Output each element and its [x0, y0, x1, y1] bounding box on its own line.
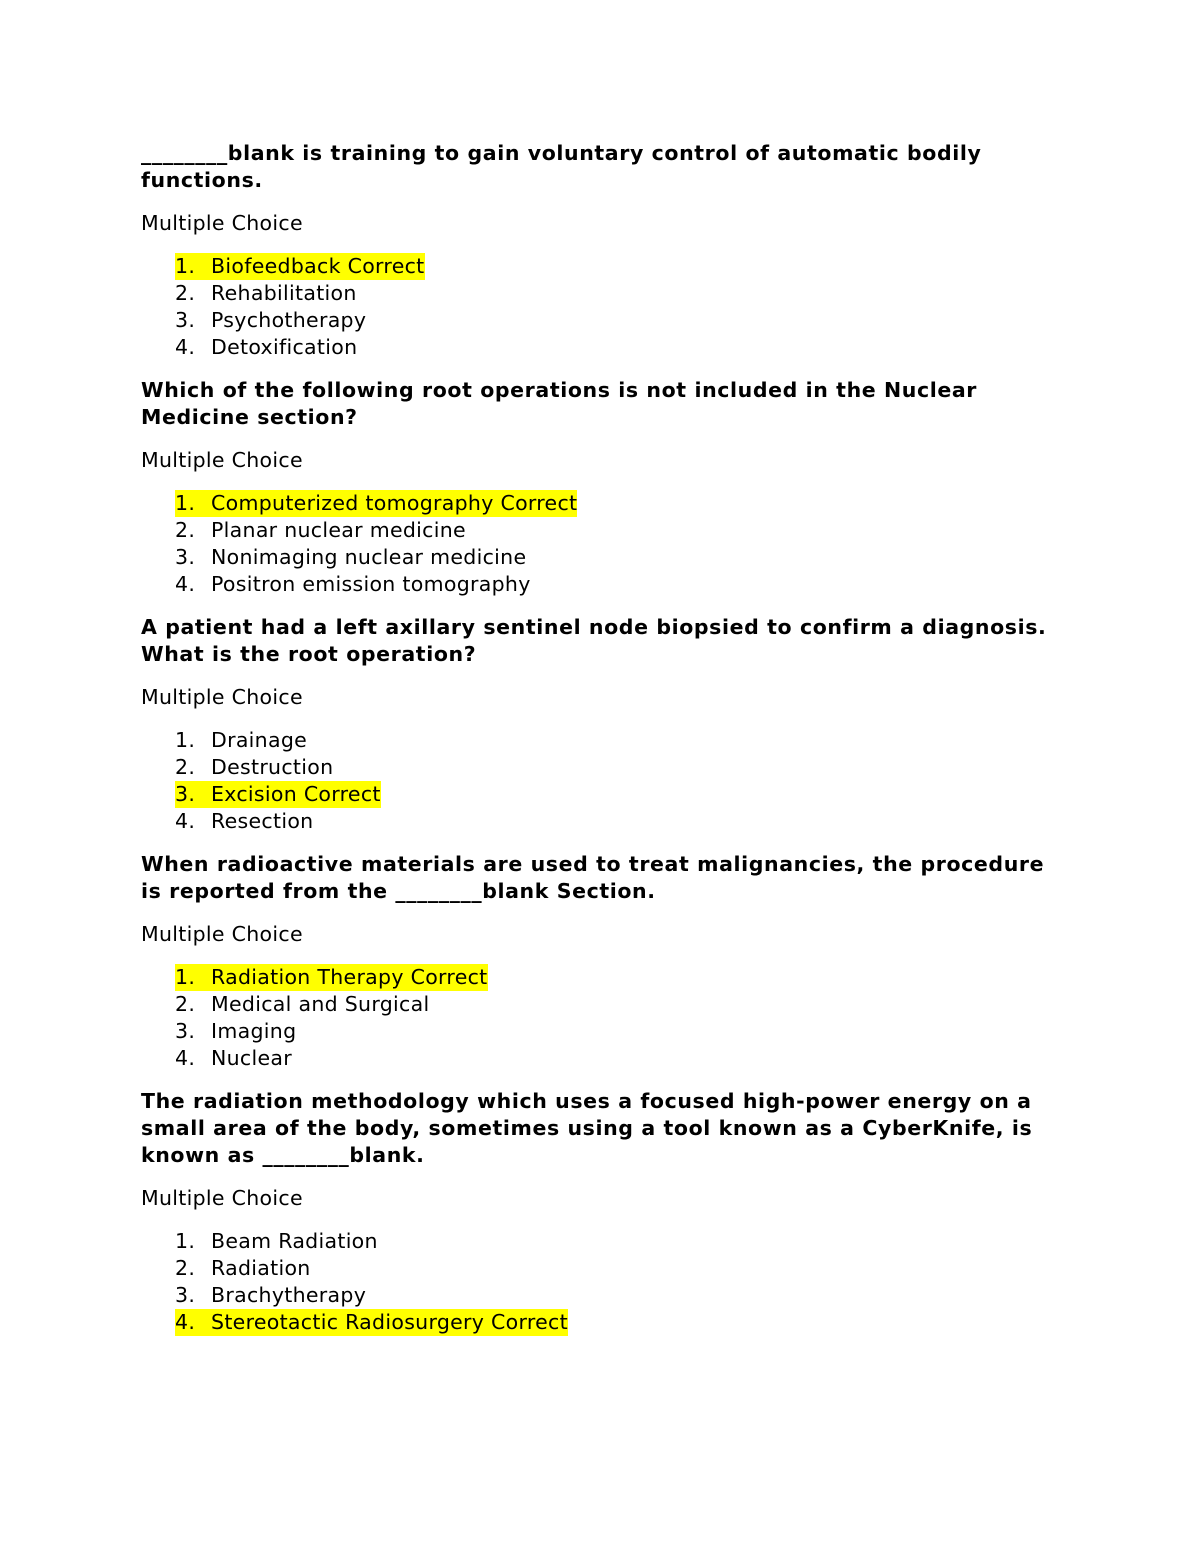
question-2 [141, 377, 1061, 598]
question-4 [141, 851, 1061, 1072]
option-list [141, 727, 1061, 835]
option-item: 4. Resection [175, 809, 314, 833]
option-item [141, 1309, 1061, 1336]
option-item: 3. Nonimaging nuclear medicine [175, 545, 527, 569]
correct-highlight: 1. Biofeedback Correct [175, 254, 425, 278]
question-1 [141, 140, 1061, 361]
question-text: A patient had a left axillary sentinel node biopsied to confirm a diagnosis. What is the root operation? [141, 615, 1047, 666]
question-text: Which of the following root operations is not included in the Nuclear Medicine section? [141, 378, 977, 429]
question-type: Multiple Choice [141, 922, 303, 946]
question-type: Multiple Choice [141, 685, 303, 709]
option-item: 4. Positron emission tomography [175, 572, 531, 596]
option-item: 3. Psychotherapy [175, 308, 367, 332]
option-item: 1. Beam Radiation [175, 1229, 378, 1253]
question-type: Multiple Choice [141, 1186, 303, 1210]
question-text: ________blank is training to gain voluntary control of automatic bodily functions. [141, 141, 982, 192]
option-item: 2. Medical and Surgical [175, 992, 430, 1016]
option-item: 3. Brachytherapy [175, 1283, 367, 1307]
option-item: 2. Radiation [175, 1256, 311, 1280]
option-item: 2. Destruction [175, 755, 334, 779]
question-5 [141, 1088, 1061, 1336]
correct-highlight: 4. Stereotactic Radiosurgery Correct [175, 1310, 568, 1334]
option-item [141, 781, 1061, 808]
option-list [141, 253, 1061, 361]
question-type: Multiple Choice [141, 211, 303, 235]
option-item: 2. Rehabilitation [175, 281, 357, 305]
correct-highlight: 3. Excision Correct [175, 782, 381, 806]
question-text: The radiation methodology which uses a focused high-power energy on a small area of the body, sometimes using a tool known as a CyberKnife, is known as ________blank. [141, 1089, 1033, 1167]
question-text: When radioactive materials are used to treat malignancies, the procedure is reported from the ________blank Section. [141, 852, 1045, 903]
option-item [141, 490, 1061, 517]
option-list [141, 1228, 1061, 1336]
correct-highlight: 1. Computerized tomography Correct [175, 491, 578, 515]
option-item [141, 253, 1061, 280]
option-item [141, 964, 1061, 991]
option-item: 2. Planar nuclear medicine [175, 518, 466, 542]
option-item: 4. Detoxification [175, 335, 358, 359]
document-page [141, 140, 1061, 1336]
question-type: Multiple Choice [141, 448, 303, 472]
option-item: 1. Drainage [175, 728, 308, 752]
question-3 [141, 614, 1061, 835]
option-list [141, 964, 1061, 1072]
option-item: 3. Imaging [175, 1019, 297, 1043]
option-list [141, 490, 1061, 598]
correct-highlight: 1. Radiation Therapy Correct [175, 965, 488, 989]
option-item: 4. Nuclear [175, 1046, 292, 1070]
